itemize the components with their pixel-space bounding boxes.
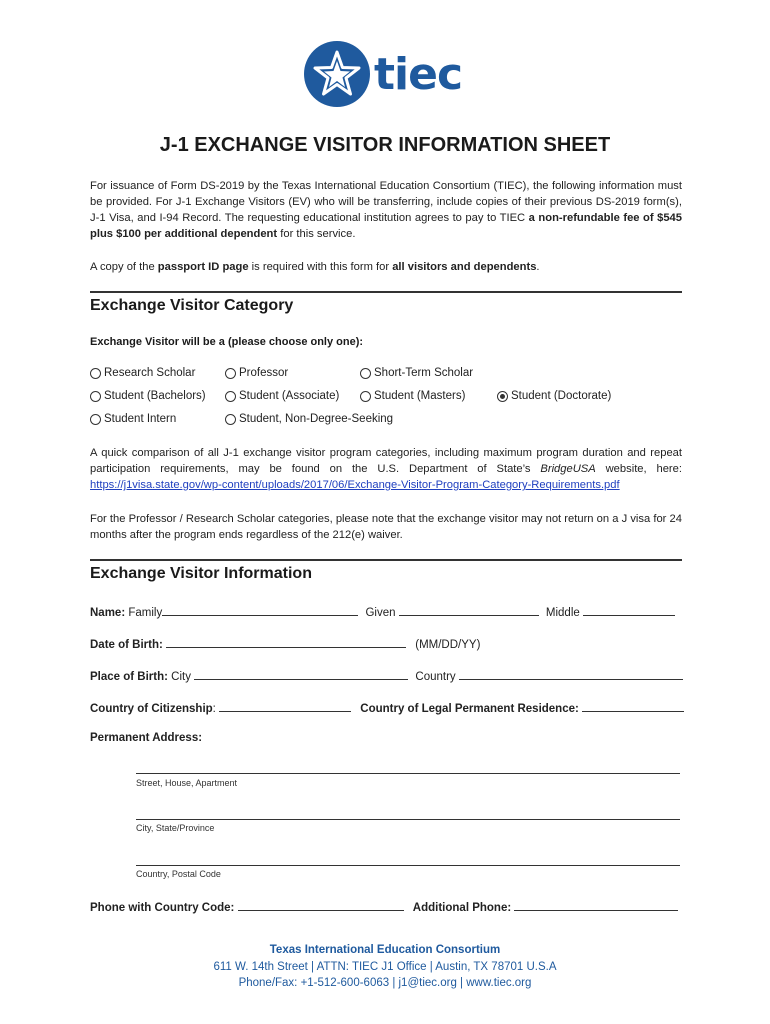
pob-row: Place of Birth: City Country xyxy=(90,667,683,683)
category-heading: Exchange Visitor Category xyxy=(90,297,294,314)
street-caption: Street, House, Apartment xyxy=(136,778,238,788)
radio-student-bachelors[interactable]: Student (Bachelors) xyxy=(90,390,206,402)
return-note: For the Professor / Research Scholar categories, please note that the exchange visitor may not return on a J visa for 24 months after the program ends regardless of the 212(e) waiver. xyxy=(90,513,682,541)
category-instruction: Exchange Visitor will be a (please choose only one): xyxy=(90,336,364,348)
comparison-paragraph: A quick comparison of all J-1 exchange visitor program categories, including maximum program duration and repeat participation requirements, may be found on the U.S. Department of State’s BridgeUSA website, here: https://j1visa.state.gov/wp-content/uploads/2017/06/Exchange-Visitor-Program-Category-Requirements.pdf xyxy=(90,447,682,491)
name-row: Name: Family Given Middle xyxy=(90,603,675,619)
citizenship-row: Country of Citizenship: Country of Legal Permanent Residence: xyxy=(90,699,684,715)
birth-city-field[interactable] xyxy=(194,667,408,680)
birth-country-field[interactable] xyxy=(459,667,683,680)
radio-circle[interactable] xyxy=(360,368,371,379)
radio-circle[interactable] xyxy=(225,368,236,379)
radio-circle[interactable] xyxy=(360,391,371,402)
radio-circle[interactable] xyxy=(225,414,236,425)
country-postal-caption: Country, Postal Code xyxy=(136,869,221,879)
section-divider xyxy=(90,559,682,561)
page-title: J-1 EXCHANGE VISITOR INFORMATION SHEET xyxy=(159,134,611,156)
passport-note: A copy of the passport ID page is required with this form for all visitors and dependents. xyxy=(90,261,540,273)
city-state-field[interactable] xyxy=(136,819,680,820)
radio-professor[interactable]: Professor xyxy=(225,367,288,379)
radio-circle[interactable] xyxy=(90,368,101,379)
footer-org: Texas International Education Consortium xyxy=(269,944,501,956)
address-label-row: Permanent Address: xyxy=(90,732,203,744)
tiec-logo xyxy=(304,40,474,108)
radio-circle-selected[interactable] xyxy=(497,391,508,402)
footer-contact: Phone/Fax: +1-512-600-6063 | j1@tiec.org | www.tiec.org xyxy=(238,977,532,989)
intro-paragraph: For issuance of Form DS-2019 by the Texas International Education Consortium (TIEC), the following information must be provided. For J-1 Exchange Visitors (EV) who will be transferring, include copies of their previous DS-2019 form(s), J-1 Visa, and I-94 Record. The requesting educational institution agrees to pay to TIEC a non-refundable fee of $545 plus $100 per additional dependent for this service. xyxy=(90,180,683,240)
residence-field[interactable] xyxy=(582,699,684,712)
radio-student-associate[interactable]: Student (Associate) xyxy=(225,390,339,402)
middle-name-field[interactable] xyxy=(583,603,675,616)
radio-student-non-degree[interactable]: Student, Non-Degree-Seeking xyxy=(225,413,393,425)
street-field[interactable] xyxy=(136,773,680,774)
footer-address: 611 W. 14th Street | ATTN: TIEC J1 Office | Austin, TX 78701 U.S.A xyxy=(213,961,557,973)
category-requirements-link[interactable]: https://j1visa.state.gov/wp-content/uploads/2017/06/Exchange-Visitor-Program-Category-Requirements.pdf xyxy=(90,479,620,491)
section-divider xyxy=(90,291,682,293)
radio-research-scholar[interactable]: Research Scholar xyxy=(90,367,195,379)
city-state-caption: City, State/Province xyxy=(136,823,215,833)
radio-short-term-scholar[interactable]: Short-Term Scholar xyxy=(360,367,473,379)
dob-row: Date of Birth: (MM/DD/YY) xyxy=(90,635,480,651)
radio-student-intern[interactable]: Student Intern xyxy=(90,413,176,425)
citizenship-field[interactable] xyxy=(219,699,351,712)
info-heading: Exchange Visitor Information xyxy=(90,565,312,582)
phone-row: Phone with Country Code: Additional Phone: xyxy=(90,898,678,914)
radio-circle[interactable] xyxy=(90,391,101,402)
radio-student-masters[interactable]: Student (Masters) xyxy=(360,390,465,402)
additional-phone-field[interactable] xyxy=(514,898,678,911)
country-postal-field[interactable] xyxy=(136,865,680,866)
family-name-field[interactable] xyxy=(162,603,358,616)
radio-circle[interactable] xyxy=(225,391,236,402)
phone-field[interactable] xyxy=(238,898,404,911)
radio-student-doctorate[interactable]: Student (Doctorate) xyxy=(497,390,611,402)
radio-circle[interactable] xyxy=(90,414,101,425)
dob-field[interactable] xyxy=(166,635,406,648)
logo-wordmark: tiec xyxy=(374,48,463,100)
given-name-field[interactable] xyxy=(399,603,539,616)
star-icon xyxy=(304,41,370,107)
